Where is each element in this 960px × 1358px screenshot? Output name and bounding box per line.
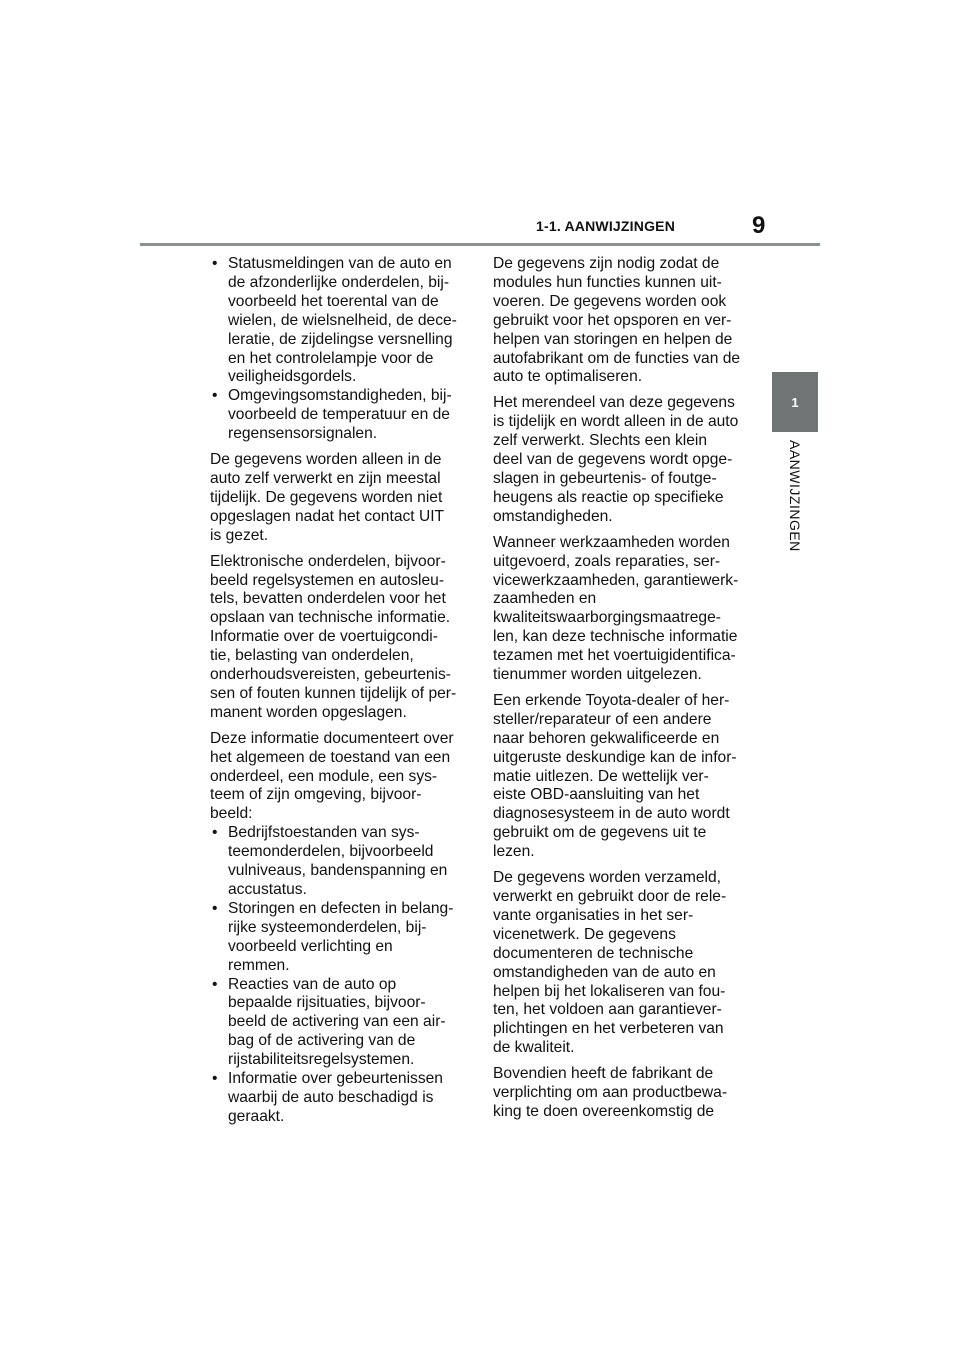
left-column <box>210 255 472 1134</box>
chapter-tab-number: 1 <box>791 394 799 410</box>
list-item: • Storingen en defecten in belang- rijke systeemonderdelen, bij- voorbeeld verlichting en remmen. <box>210 900 472 976</box>
bullet-list <box>210 255 472 444</box>
page-number: 9 <box>752 212 766 239</box>
paragraph: Elektronische onderdelen, bijvoor- beeld regelsystemen en autosleu- tels, bevatten onderdelen voor het opslaan van technische informatie. Informatie over de voertuigcondi- tie, belasting van onderdelen, onderhoudsvereisten, gebeurtenis- sen of fouten kunnen tijdelijk of per- manent worden opgeslagen. <box>210 552 457 721</box>
paragraph: Wanneer werkzaamheden worden uitgevoerd, zoals reparaties, ser- vicewerkzaamheden, garantiewerk- zaamheden en kwaliteitswaarborgingsmaatrege- len, kan deze technische informatie tezamen met het voertuigidentifica- tienummer worden uitgelezen. <box>493 533 739 684</box>
list-item: • Bedrijfstoestanden van sys- teemonderdelen, bijvoorbeeld vulniveaus, bandenspanning en accustatus. <box>210 824 472 900</box>
chapter-side-label: AANWIJZINGEN <box>787 440 803 552</box>
paragraph: Deze informatie documenteert over het algemeen de toestand van een onderdeel, een module, een sys- teem of zijn omgeving, bijvoor- beeld: <box>210 729 454 823</box>
list-item: • Omgevingsomstandigheden, bij- voorbeeld de temperatuur en de regensensorsignalen. <box>210 387 472 444</box>
header-divider <box>140 243 820 246</box>
paragraph: Een erkende Toyota-dealer of her- steller/reparateur of een andere naar behoren gekwalificeerde en uitgeruste deskundige kan de infor- matie uitlezen. De wettelijk ver- eiste OBD-aansluiting van het diagnosesysteem in de auto wordt gebruikt om de gegevens uit te lezen. <box>493 691 737 861</box>
paragraph: De gegevens worden alleen in de auto zelf verwerkt en zijn meestal tijdelijk. De gegevens worden niet opgeslagen nadat het contact UIT is gezet. <box>210 451 445 544</box>
right-column <box>493 255 749 1129</box>
list-item: • Reacties van de auto op bepaalde rijsituaties, bijvoor- beeld de activering van een air- bag of de activering van de rijstabiliteitsregelsystemen. <box>210 976 472 1071</box>
paragraph: De gegevens zijn nodig zodat de modules hun functies kunnen uit- voeren. De gegevens worden ook gebruikt voor het opsporen en ver- helpen van storingen en helpen de autofabrikant om de functies van de auto te optimaliseren. <box>493 255 741 386</box>
list-item: • Informatie over gebeurtenissen waarbij de auto beschadigd is geraakt. <box>210 1070 472 1127</box>
bullet-list <box>210 824 472 1127</box>
list-item: • Statusmeldingen van de auto en de afzonderlijke onderdelen, bij- voorbeeld het toerental van de wielen, de wielsnelheid, de dece- leratie, de zijdelingse versnelling en het controlelampje voor de veiligheidsgordels. <box>210 255 472 387</box>
section-title: 1-1. AANWIJZINGEN <box>536 218 676 234</box>
paragraph: Bovendien heeft de fabrikant de verplichting om aan productbewa- king te doen overeenkomstig de <box>493 1065 728 1120</box>
paragraph: Het merendeel van deze gegevens is tijdelijk en wordt alleen in de auto zelf verwerkt. Slechts een klein deel van de gegevens wordt opge- slagen in gebeurtenis- of foutge- heugens als reactie op specifieke omstandigheden. <box>493 394 739 525</box>
chapter-tab[interactable] <box>772 372 818 432</box>
paragraph: De gegevens worden verzameld, verwerkt en gebruikt door de rele- vante organisaties in het ser- vicenetwerk. De gegevens documenteren de technische omstandigheden van de auto en helpen bij het lokaliseren van fou- ten, het voldoen aan garantiever- plichtingen en het verbeteren van de kwaliteit. <box>493 869 727 1057</box>
